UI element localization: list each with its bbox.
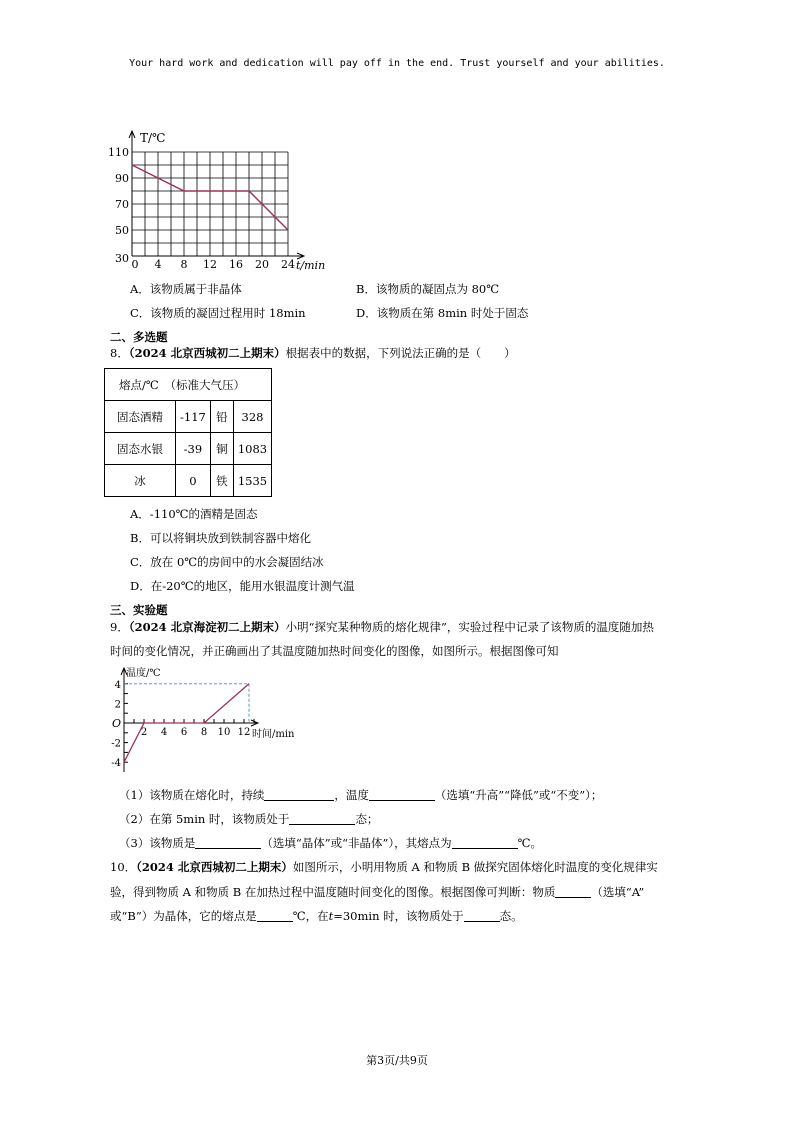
q10-line-1 [110,859,658,875]
q7-option-b: B．该物质的凝固点为 80℃ [356,282,500,296]
x-tick-label: 24 [281,258,295,271]
q10-line1: 如图所示，小明用物质 A 和物质 B 做探究固体熔化时温度的变化规律实 [292,860,658,874]
q9-source: （2024 北京海淀初二上期末） [128,620,286,634]
y-tick-label: 90 [115,172,129,185]
page-number: 第3页/共9页 [366,1054,428,1067]
table-cell: -117 [176,401,211,433]
answer-blank[interactable] [264,788,334,801]
answer-blank[interactable] [452,836,518,849]
table-row [105,401,272,433]
table-cell: 铁 [210,465,233,497]
y-tick-label: -4 [111,758,121,770]
q7-option-a: A．该物质属于非晶体 [130,282,242,296]
x-tick-label: 10 [217,727,231,738]
q10-number: 10． [110,860,137,874]
table-header: 熔点/℃ （标准大气压） [105,369,272,401]
answer-blank[interactable] [257,909,293,922]
y-tick-label: 70 [115,198,129,211]
chart1-x-axis-label: t/min [296,259,326,272]
x-tick-label: 6 [180,727,188,738]
table-cell: 328 [233,401,271,433]
q9-number: 9． [110,620,129,634]
table-cell: 铅 [210,401,233,433]
q8-number: 8． [110,346,129,360]
q9-sub-1 [119,787,602,803]
answer-blank[interactable] [289,812,355,825]
answer-blank[interactable] [369,788,435,801]
table-header-row [105,369,272,401]
table-row [105,433,272,465]
table-cell: -39 [176,433,211,465]
q9-sub1-b: ，温度 [334,788,369,802]
table-cell: 铜 [210,433,233,465]
temperature-time-chart [108,126,338,276]
y-tick-label: 2 [114,699,121,711]
q7-option-d: D．该物质在第 8min 时处于固态 [356,306,529,320]
section-2-title: 二、多选题 [110,330,168,344]
q8-stem: 根据表中的数据，下列说法正确的是（ ） [285,346,516,360]
x-tick-label: 12 [237,727,251,738]
q9-sub3-a: （3）该物质是 [119,836,196,850]
y-tick-label: 4 [114,679,121,691]
q10-line2-b: （选填“A” [591,885,645,899]
chart2-y-axis-label: 温度/℃ [126,668,161,679]
section-3-title: 三、实验题 [110,603,168,617]
table-cell: 1083 [233,433,271,465]
chart2-origin-label: O [112,717,122,730]
q9-sub1-c: （选填“升高”“降低”或“不变”）； [434,788,603,802]
q9-sub2-b: 态； [355,812,379,826]
chart1-y-axis-label: T/℃ [140,131,166,145]
y-tick-label: 50 [115,224,129,237]
q9-sub-3 [119,835,542,851]
q9-sub3-b: （选填“晶体”或“非晶体”），其熔点为 [261,836,452,850]
table-cell: 固态水银 [105,433,176,465]
table-cell: 0 [176,465,211,497]
y-tick-label: 30 [115,252,129,265]
q10-line3-d: 态。 [499,909,523,923]
q9-sub3-c: ℃。 [517,836,542,850]
table-cell: 冰 [105,465,176,497]
chart1-grid [132,152,288,256]
q10-line-2 [110,884,644,900]
y-tick-label: -2 [111,738,121,750]
q10-line3-c: =30min 时，该物质处于 [333,909,464,923]
x-tick-label: 16 [229,258,243,271]
q8-option-d: D．在-20℃的地区，能用水银温度计测气温 [130,579,355,593]
q8-option-c: C．放在 0℃的房间中的水会凝固结冰 [130,555,324,569]
table-row [105,465,272,497]
table-cell: 固态酒精 [105,401,176,433]
q9-line1: 小明“探究某种物质的熔化规律”，实验过程中记录了该物质的温度随加热 [285,620,654,634]
q10-line3-a: 或“B”）为晶体，它的熔点是 [110,909,257,923]
y-tick-label: 110 [108,146,129,159]
x-tick-label: 12 [203,258,217,271]
x-tick-label: 4 [154,258,162,271]
q10-t-symbol: t [328,909,334,923]
x-tick-label: 8 [200,727,208,738]
x-tick-label: 2 [140,727,148,738]
answer-blank[interactable] [555,885,591,898]
x-tick-label: 4 [160,727,168,738]
q7-option-c: C．该物质的凝固过程用时 18min [130,306,306,320]
q8-stem-line [110,345,516,361]
q9-sub-2 [119,811,378,827]
melting-curve-chart [108,664,308,778]
x-tick-label: 0 [131,258,139,271]
answer-blank[interactable] [195,836,261,849]
chart2-x-axis-label: 时间/min [252,729,295,740]
x-tick-label: 20 [255,258,269,271]
x-tick-label: 8 [180,258,188,271]
q8-source: （2024 北京西城初二上期末） [128,346,286,360]
q8-option-b: B．可以将铜块放到铁制容器中熔化 [130,531,311,545]
q10-line-3 [110,908,523,924]
q9-sub1-a: （1）该物质在熔化时，持续 [119,788,265,802]
q10-line3-b: ℃，在 [292,909,329,923]
q10-line2: 验，得到物质 A 和物质 B 在加热过程中温度随时间变化的图像。根据图像可判断：物质 [110,885,556,899]
answer-blank[interactable] [464,909,500,922]
q10-source: （2024 北京西城初二上期末） [136,860,293,874]
header-motto: Your hard work and dedication will pay off in the end. Trust yourself and your abilities. [129,58,665,69]
table-cell: 1535 [233,465,271,497]
q9-stem-line-1 [110,619,654,635]
melting-point-table [104,368,272,497]
q9-sub2-a: （2）在第 5min 时，该物质处于 [119,812,290,826]
q9-stem-line-2: 时间的变化情况，并正确画出了其温度随加热时间变化的图像，如图所示。根据图像可知 [110,644,559,658]
q8-option-a: A．-110℃的酒精是固态 [130,507,258,521]
